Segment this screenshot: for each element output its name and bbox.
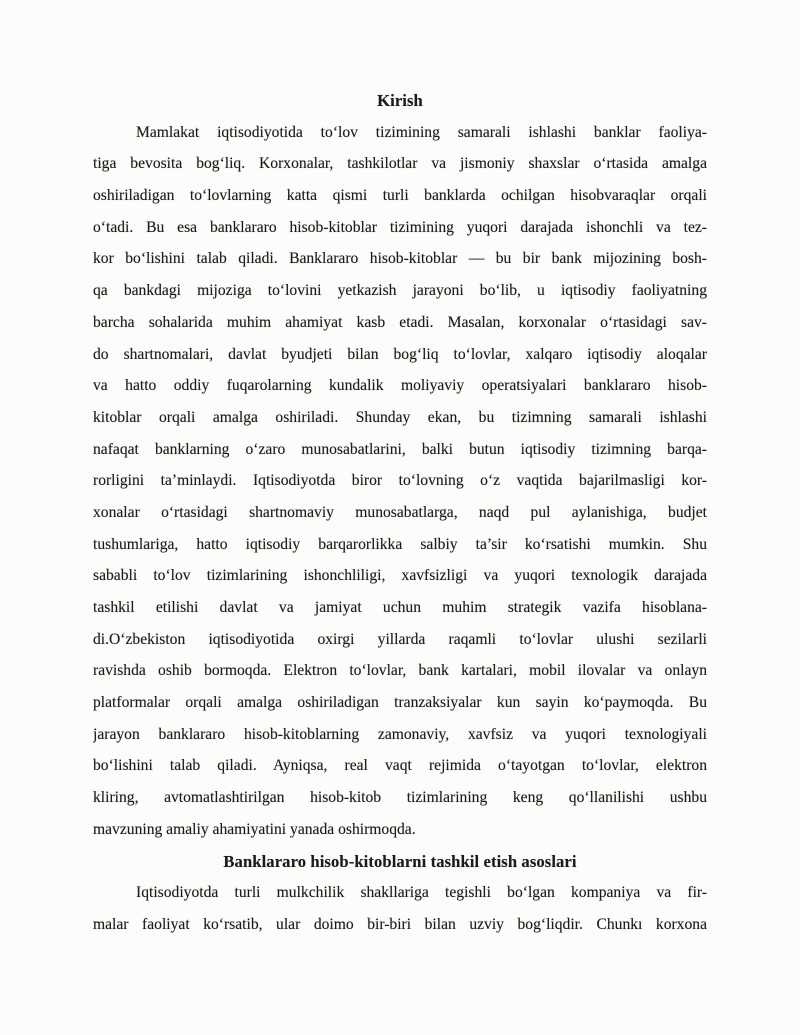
text-line: tiga bevosita bogʻliq. Korxonalar, tashkilotlar va jismoniy shaxslar oʻrtasida amalga (93, 155, 707, 173)
text-line: qa bankdagi mijoziga toʻlovini yetkazish jarayoni boʻlib, u iqtisodiy faoliyatning (93, 282, 707, 300)
text-line: tushumlariga, hatto iqtisodiy barqarorlikka salbiy ta’sir koʻrsatishi mumkin. Shu (93, 535, 707, 553)
section-heading: Kirish (377, 91, 423, 110)
text-line: di.Oʻzbekiston iqtisodiyotida oxirgi yillarda raqamli toʻlovlar ulushi sezilarli (93, 630, 707, 648)
text-line: Mamlakat iqtisodiyotida toʻlov tizimining samarali ishlashi banklar faoliya- (136, 123, 707, 141)
text-line: xonalar oʻrtasidagi shartnomaviy munosabatlarga, naqd pul aylanishiga, budjet (93, 503, 707, 521)
text-line: Iqtisodiyotda turli mulkchilik shakllariga tegishli boʻlgan kompaniya va fir- (136, 884, 707, 902)
text-line: oshiriladigan toʻlovlarning katta qismi turli banklarda ochilgan hisobvaraqlar orqali (93, 187, 707, 205)
text-line: kitoblar orqali amalga oshiriladi. Shunday ekan, bu tizimning samarali ishlashi (93, 408, 707, 426)
text-line: kliring, avtomatlashtirilgan hisob-kitob tizimlarining keng qoʻllanilishi ushbu (93, 789, 707, 807)
text-line: barcha sohalarida muhim ahamiyat kasb etadi. Masalan, korxonalar oʻrtasidagi sav- (93, 313, 707, 331)
text-line: kor boʻlishini talab qiladi. Banklararo hisob-kitoblar — bu bir bank mijozining bosh- (93, 250, 707, 268)
text-line: rorligini ta’minlaydi. Iqtisodiyotda biror toʻlovning oʻz vaqtida bajarilmasligi kor- (93, 472, 707, 490)
text-line: do shartnomalari, davlat byudjeti bilan bogʻliq toʻlovlar, xalqaro iqtisodiy aloqalar (93, 345, 707, 363)
text-line: oʻtadi. Bu esa banklararo hisob-kitoblar tizimining yuqori darajada ishonchli va tez- (93, 218, 707, 236)
text-line: tashkil etilishi davlat va jamiyat uchun muhim strategik vazifa hisoblana- (93, 599, 707, 616)
text-line: ravishda oshib bormoqda. Elektron toʻlovlar, bank kartalari, mobil ilovalar va onlayn (93, 662, 707, 680)
text-line: mavzuning amaliy ahamiyatini yanada oshirmoqda. (93, 820, 416, 838)
section-heading: Banklararo hisob-kitoblarni tashkil etish asoslari (223, 851, 577, 871)
text-line: va hatto oddiy fuqarolarning kundalik moliyaviy operatsiyalari banklararo hisob- (93, 377, 707, 395)
text-line: sababli toʻlov tizimlarining ishonchliligi, xavfsizligi va yuqori texnologik darajada (93, 567, 707, 585)
text-line: boʻlishini talab qiladi. Ayniqsa, real vaqt rejimida oʻtayotgan toʻlovlar, elektron (93, 757, 707, 775)
text-line: jarayon banklararo hisob-kitoblarning zamonaviy, xavfsiz va yuqori texnologiyali (93, 725, 707, 743)
text-line: nafaqat banklarning oʻzaro munosabatlarini, balki butun iqtisodiy tizimning barqa- (93, 440, 707, 458)
text-line: platformalar orqali amalga oshiriladigan tranzaksiyalar kun sayin koʻpaymoqda. Bu (93, 694, 707, 712)
text-line: malar faoliyat koʻrsatib, ular doimo bir-biri bilan uzviy bogʻliqdir. Chunkı korxona (93, 915, 707, 933)
document-content (93, 85, 707, 941)
